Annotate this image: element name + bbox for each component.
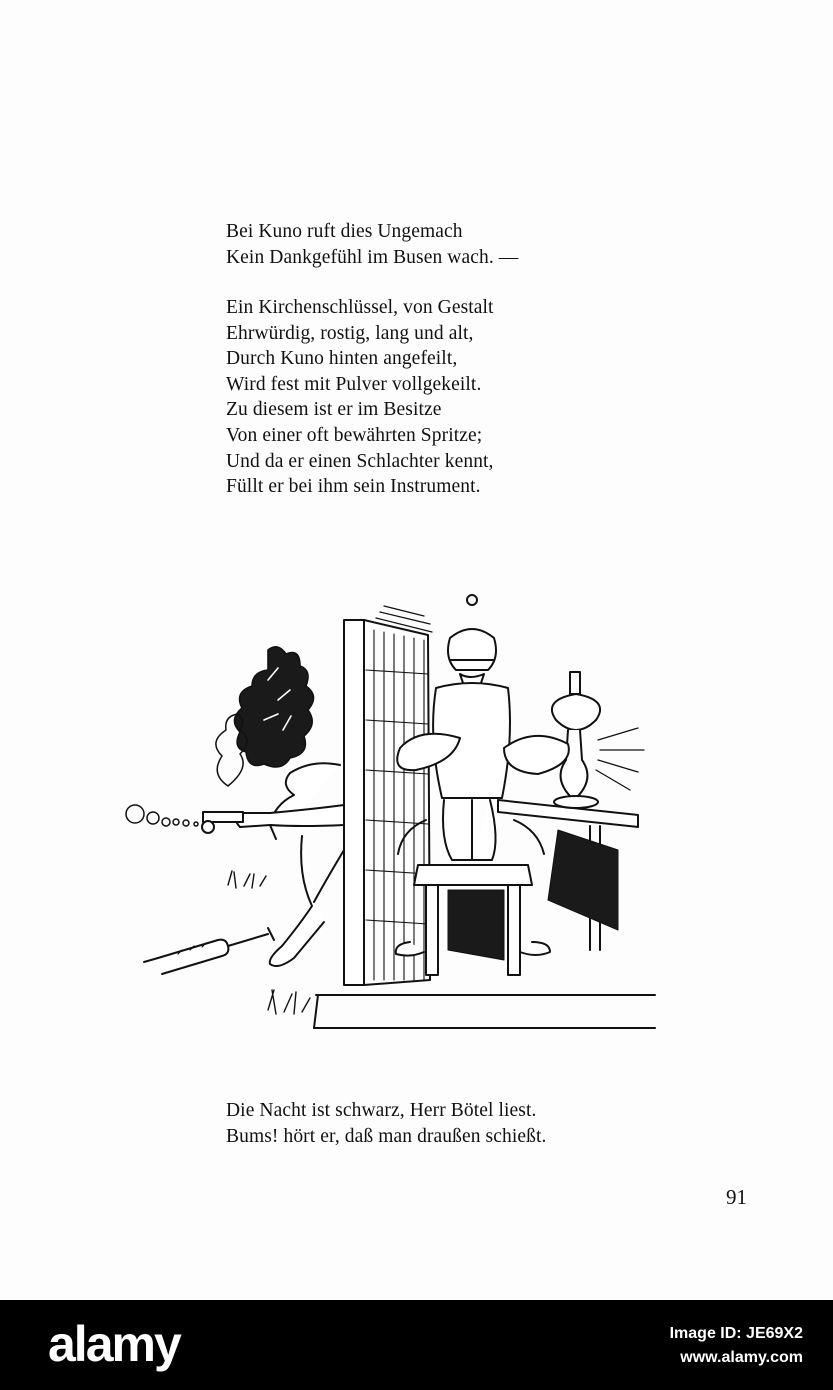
brand-logo: alamy — [48, 1316, 180, 1372]
verse-line: Füllt er bei ihm sein Instrument. — [226, 476, 481, 498]
syringe — [144, 928, 274, 974]
verse-line: Bums! hört er, daß man draußen schießt. — [226, 1125, 547, 1147]
kuno-figure — [202, 763, 344, 966]
page-number: 91 — [726, 1185, 747, 1209]
verse-line: Von einer oft bewährten Spritze; — [226, 424, 483, 446]
bush — [234, 647, 313, 767]
verse-line: Und da er einen Schlachter kennt, — [226, 450, 494, 472]
verse-line: Die Nacht ist schwarz, Herr Bötel liest. — [226, 1100, 537, 1121]
illustration — [118, 590, 663, 1035]
stanza-2 — [226, 295, 494, 500]
stanza-1 — [226, 219, 518, 270]
doorstep — [314, 995, 655, 1028]
verse-line: Ehrwürdig, rostig, lang und alt, — [226, 322, 474, 344]
verse-line: Kein Dankgefühl im Busen wach. — — [226, 246, 519, 268]
verse-line: Zu diesem ist er im Besitze — [226, 399, 442, 421]
watermark-footer — [0, 1300, 833, 1390]
image-id: Image ID: JE69X2 — [669, 1325, 803, 1342]
verse-line: Durch Kuno hinten angefeilt, — [226, 348, 458, 370]
verse-line: Ein Kirchenschlüssel, von Gestalt — [226, 297, 494, 318]
oil-lamp — [552, 672, 644, 808]
verse-line: Bei Kuno ruft dies Ungemach — [226, 221, 463, 242]
verse-line: Wird fest mit Pulver vollgekeilt. — [226, 373, 482, 395]
stool — [414, 865, 532, 975]
smoke — [126, 714, 247, 826]
image-id-block — [670, 1322, 803, 1370]
door — [344, 606, 432, 985]
stanza-3 — [226, 1098, 546, 1149]
source-url: www.alamy.com — [680, 1349, 803, 1366]
